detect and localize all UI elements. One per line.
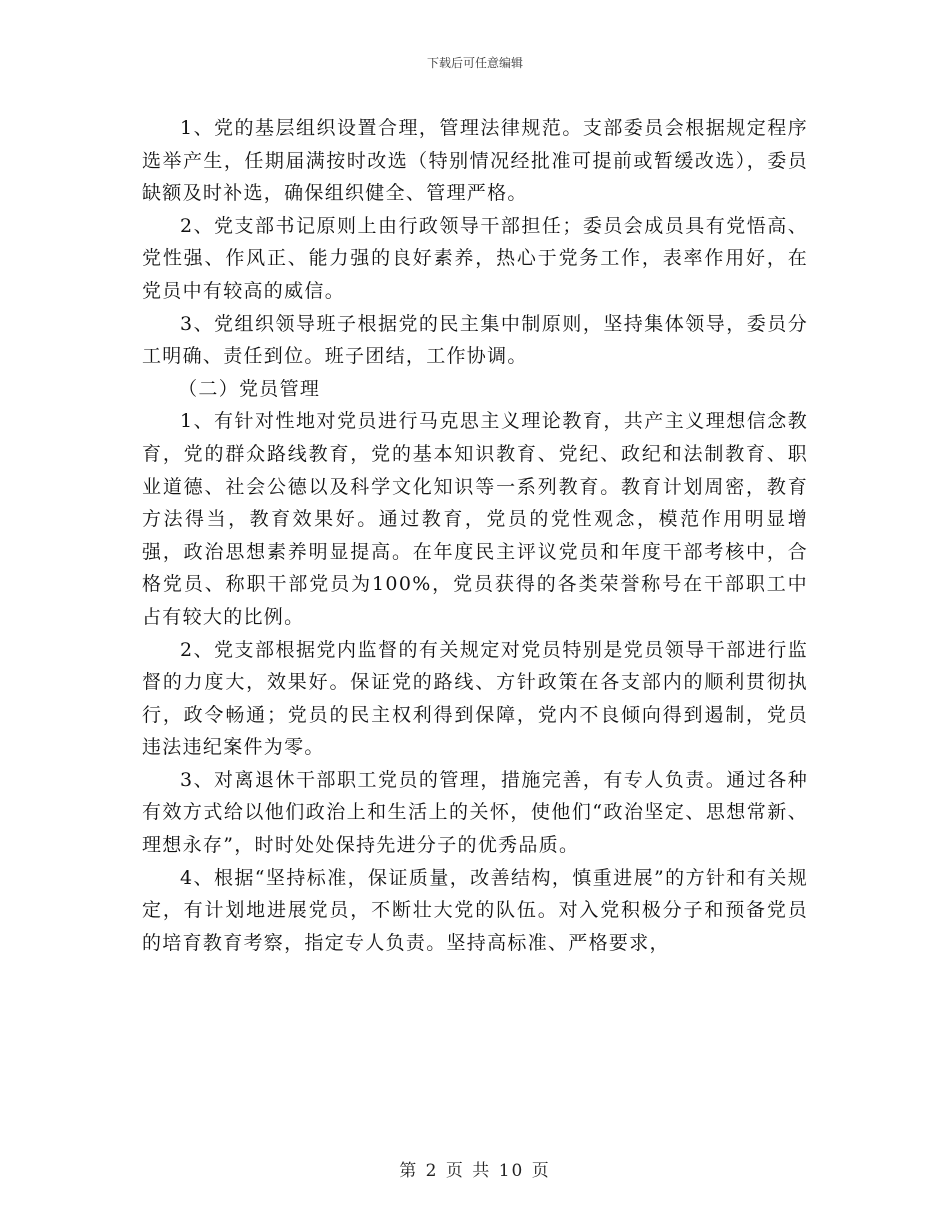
footer-suffix: 页	[531, 1161, 551, 1181]
page-footer	[0, 1156, 950, 1181]
paragraph: 4、根据“坚持标准，保证质量，改善结构，慎重进展”的方针和有关规定，有计划地进展党员，不断壮大党的队伍。对入党积极分子和预备党员的培育教育考察，指定专人负责。坚持高标准、严格要求，	[142, 866, 808, 954]
paragraph: 1、有针对性地对党员进行马克思主义理论教育，共产主义理想信念教育，党的群众路线教育，党的基本知识教育、党纪、政纪和法制教育、职业道德、社会公德以及科学文化知识等一系列教育。教育计划周密，教育方法得当，教育效果好。通过教育，党员的党性观念，模范作用明显增强，政治思想素养明显提高。在年度民主评议党员和年度干部考核中，合格党员、称职干部党员为100%，党员获得的各类荣誉称号在干部职工中占有较大的比例。	[142, 410, 808, 628]
footer-prefix: 第	[399, 1161, 419, 1181]
footer-total-pages: 10	[498, 1161, 525, 1181]
section-heading: （二）党员管理	[178, 377, 321, 400]
paragraph: 2、党支部根据党内监督的有关规定对党员特别是党员领导干部进行监督的力度大，效果好。保证党的路线、方针政策在各支部内的顺利贯彻执行，政令畅通；党员的民主权利得到保障，党内不良倾向得到遏制，党员违法违纪案件为零。	[142, 638, 808, 759]
footer-middle: 页 共	[445, 1161, 492, 1181]
paragraph: 1、党的基层组织设置合理，管理法律规范。支部委员会根据规定程序选举产生，任期届满按时改选（特别情况经批准可提前或暂缓改选），委员缺额及时补选，确保组织健全、管理严格。	[142, 117, 808, 205]
paragraph: 2、党支部书记原则上由行政领导干部担任；委员会成员具有党悟高、党性强、作风正、能力强的良好素养，热心于党务工作，表率作用好，在党员中有较高的威信。	[142, 214, 808, 302]
footer-page-number: 2	[425, 1161, 439, 1181]
page-header: 下载后可任意编辑	[426, 56, 523, 70]
paragraph: 3、对离退休干部职工党员的管理，措施完善，有专人负责。通过各种有效方式给以他们政治上和生活上的关怀，使他们“政治坚定、思想常新、理想永存”，时时处处保持先进分子的优秀品质。	[142, 768, 808, 857]
document-body	[142, 112, 808, 959]
paragraph: 3、党组织领导班子根据党的民主集中制原则，坚持集体领导，委员分工明确、责任到位。班子团结，工作协调。	[142, 312, 808, 368]
